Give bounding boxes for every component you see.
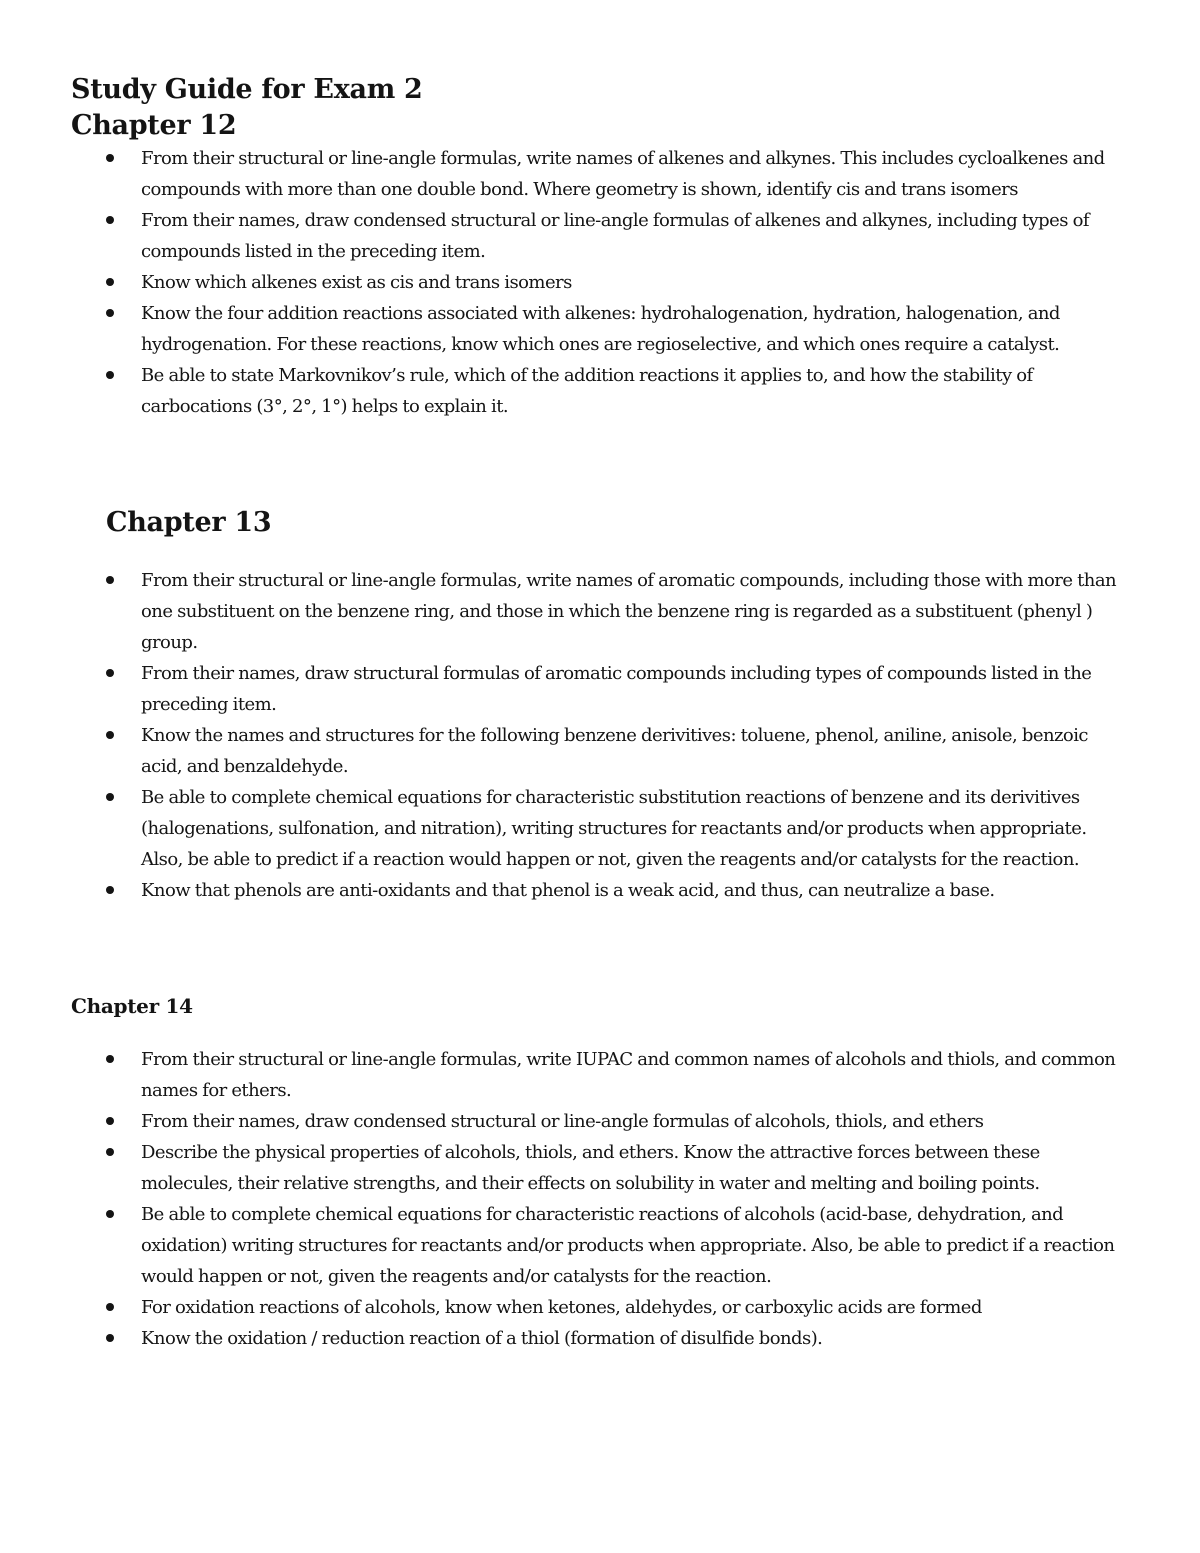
bullet-icon (106, 1334, 114, 1342)
list-item-text: Know which alkenes exist as cis and trans isomers (141, 272, 572, 293)
chapter-12-list (0, 143, 1200, 422)
chapter-14-heading: Chapter 14 (71, 994, 193, 1018)
list-item (0, 720, 1200, 782)
list-item-text: Know that phenols are anti-oxidants and that phenol is a weak acid, and thus, can neutralize a base. (141, 880, 995, 901)
chapter-12-heading: Chapter 12 (71, 110, 237, 141)
chapter-13-heading: Chapter 13 (106, 507, 272, 538)
list-item-text: From their names, draw structural formulas of aromatic compounds including types of compounds listed in the preceding item. (141, 663, 1092, 715)
bullet-icon (106, 793, 114, 801)
list-item-text: Know the four addition reactions associated with alkenes: hydrohalogenation, hydration, halogenation, and hydrogenation. For these reactions, know which ones are regioselective, and which ones require a catalyst. (141, 303, 1060, 355)
list-item (0, 658, 1200, 720)
list-item (0, 782, 1200, 875)
list-item (0, 360, 1200, 422)
list-item-text: Describe the physical properties of alcohols, thiols, and ethers. Know the attractive forces between these molecules, their relative strengths, and their effects on solubility in water and melting and boiling points. (141, 1142, 1040, 1194)
list-item-text: For oxidation reactions of alcohols, know when ketones, aldehydes, or carboxylic acids are formed (141, 1297, 982, 1318)
list-item-text: Be able to complete chemical equations for characteristic reactions of alcohols (acid-base, dehydration, and oxidation) writing structures for reactants and/or products when appropriate. Also, be able to predict if a reaction would happen or not, given the reagents and/or catalysts for the reaction. (141, 1204, 1115, 1287)
list-item-text: Be able to complete chemical equations for characteristic substitution reactions of benzene and its derivitives (halogenations, sulfonation, and nitration), writing structures for reactants and/or products when appropriate. Also, be able to predict if a reaction would happen or not, given the reagents and/or catalysts for the reaction. (141, 787, 1087, 870)
bullet-icon (106, 371, 114, 379)
bullet-icon (106, 576, 114, 584)
list-item-text: From their names, draw condensed structural or line-angle formulas of alcohols, thiols, and ethers (141, 1111, 984, 1132)
list-item (0, 875, 1200, 906)
chapter-13-list (0, 565, 1200, 906)
list-item (0, 1137, 1200, 1199)
chapter-14-list (0, 1044, 1200, 1354)
list-item-text: Be able to state Markovnikov’s rule, which of the addition reactions it applies to, and how the stability of carbocations (3°, 2°, 1°) helps to explain it. (141, 365, 1033, 417)
list-item (0, 1106, 1200, 1137)
bullet-icon (106, 1055, 114, 1063)
bullet-icon (106, 278, 114, 286)
bullet-icon (106, 1303, 114, 1311)
document-title: Study Guide for Exam 2 (71, 74, 423, 105)
list-item (0, 1292, 1200, 1323)
list-item (0, 1044, 1200, 1106)
list-item-text: From their names, draw condensed structural or line-angle formulas of alkenes and alkynes, including types of compounds listed in the preceding item. (141, 210, 1090, 262)
list-item (0, 143, 1200, 205)
bullet-icon (106, 669, 114, 677)
list-item (0, 1199, 1200, 1292)
list-item-text: From their structural or line-angle formulas, write names of alkenes and alkynes. This includes cycloalkenes and compounds with more than one double bond. Where geometry is shown, identify cis and trans isomers (141, 148, 1105, 200)
bullet-icon (106, 154, 114, 162)
bullet-icon (106, 1148, 114, 1156)
bullet-icon (106, 309, 114, 317)
bullet-icon (106, 886, 114, 894)
list-item (0, 205, 1200, 267)
list-item (0, 298, 1200, 360)
list-item (0, 565, 1200, 658)
bullet-icon (106, 1210, 114, 1218)
list-item-text: From their structural or line-angle formulas, write names of aromatic compounds, including those with more than one substituent on the benzene ring, and those in which the benzene ring is regarded as a substituent (phenyl ) group. (141, 570, 1117, 653)
list-item (0, 1323, 1200, 1354)
bullet-icon (106, 731, 114, 739)
list-item-text: From their structural or line-angle formulas, write IUPAC and common names of alcohols and thiols, and common names for ethers. (141, 1049, 1116, 1101)
list-item-text: Know the oxidation / reduction reaction of a thiol (formation of disulfide bonds). (141, 1328, 823, 1349)
list-item (0, 267, 1200, 298)
list-item-text: Know the names and structures for the following benzene derivitives: toluene, phenol, aniline, anisole, benzoic acid, and benzaldehyde. (141, 725, 1088, 777)
bullet-icon (106, 216, 114, 224)
bullet-icon (106, 1117, 114, 1125)
